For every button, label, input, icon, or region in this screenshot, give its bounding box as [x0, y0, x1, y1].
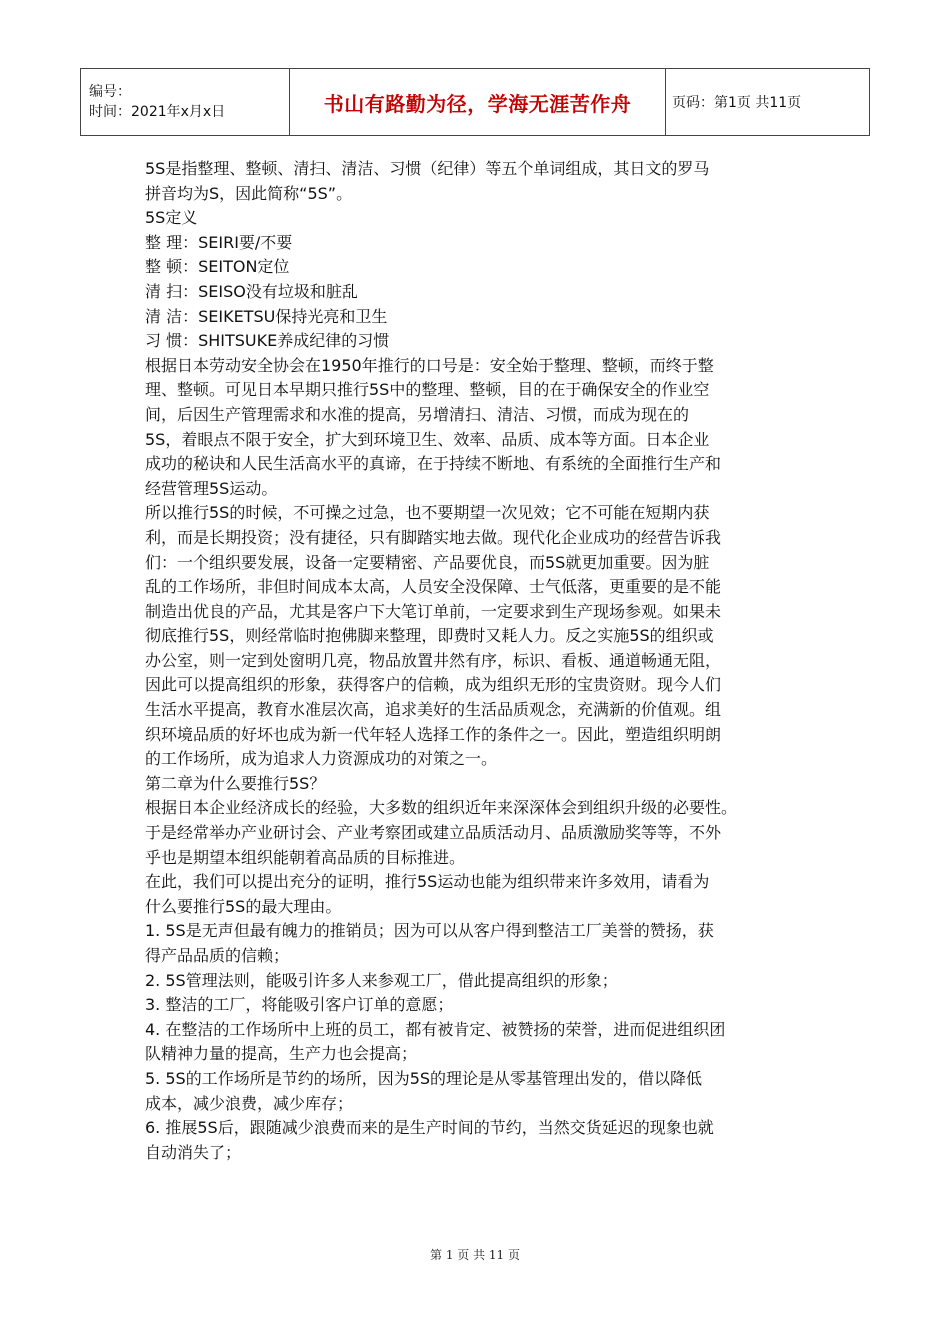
body-text-line: 整 顿：SEITON定位 — [145, 257, 290, 277]
body-text-line: 5S是指整理、整顿、清扫、清洁、习惯（纪律）等五个单词组成，其日文的罗马 — [145, 159, 710, 178]
body-text-line: 在此，我们可以提出充分的证明，推行5S运动也能为组织带来许多效用，请看为 — [145, 872, 710, 892]
body-text-line: 理、整顿。可见日本早期只推行5S中的整理、整顿，目的在于确保安全的作业空 — [145, 380, 710, 400]
header-meta-cell — [81, 69, 290, 136]
body-text-line: 得产品品质的信赖； — [145, 946, 290, 965]
body-text-line: 乎也是期望本组织能朝着高品质的目标推进。 — [145, 847, 466, 867]
body-text-line: 拼音均为S，因此简称“5S”。 — [145, 183, 353, 203]
body-text-line: 第二章为什么要推行5S？ — [145, 773, 326, 793]
body-text-line: 5S，着眼点不限于安全，扩大到环境卫生、效率、品质、成本等方面。日本企业 — [145, 429, 710, 449]
body-text-line: 利，而是长期投资；没有捷径，只有脚踏实地去做。现代化企业成功的经营告诉我 — [145, 527, 722, 547]
header-page-info: 页码：第1页 共11页 — [666, 69, 870, 136]
body-text-line: 5. 5S的工作场所是节约的场所，因为5S的理论是从零基管理出发的，借以降低 — [145, 1068, 703, 1088]
header-motto: 书山有路勤为径，学海无涯苦作舟 — [323, 91, 632, 116]
body-text-line: 2. 5S管理法则，能吸引许多人来参观工厂，借此提高组织的形象； — [145, 970, 618, 990]
body-text-line: 4. 在整洁的工作场所中上班的员工，都有被肯定、被赞扬的荣誉，进而促进组织团 — [145, 1019, 726, 1039]
body-text-line: 习 惯：SHITSUKE养成纪律的习惯 — [145, 331, 390, 351]
body-text-line: 生活水平提高，教育水准层次高，追求美好的生活品质观念，充满新的价值观。组 — [145, 700, 722, 720]
body-text-line: 队精神力量的提高，生产力也会提高； — [145, 1044, 418, 1064]
body-text-line: 的工作场所，成为追求人力资源成功的对策之一。 — [145, 749, 498, 769]
body-text-line: 办公室，则一定到处窗明几亮，物品放置井然有序，标识、看板、通道畅通无阻， — [145, 650, 722, 670]
body-text-line: 间，后因生产管理需求和水准的提高，另增清扫、清洁、习惯，而成为现在的 — [145, 404, 690, 424]
body-text-line: 经营管理5S运动。 — [145, 478, 278, 498]
body-text-line: 们：一个组织要发展，设备一定要精密、产品要优良，而5S就更加重要。因为脏 — [145, 552, 710, 572]
document-body — [145, 157, 815, 1165]
body-text-line: 彻底推行5S，则经常临时抱佛脚来整理，即费时又耗人力。反之实施5S的组织或 — [145, 626, 714, 646]
body-text-line: 制造出优良的产品，尤其是客户下大笔订单前，一定要求到生产现场参观。如果未 — [145, 601, 722, 621]
body-text-line: 1. 5S是无声但最有魄力的推销员；因为可以从客户得到整洁工厂美誉的赞扬，获 — [145, 921, 714, 941]
body-text-line: 成本，减少浪费，减少库存； — [145, 1093, 354, 1113]
body-text-line: 于是经常举办产业研讨会、产业考察团或建立品质活动月、品质激励奖等等，不外 — [145, 823, 722, 843]
body-text-line: 整 理：SEIRI要/不要 — [145, 232, 293, 252]
header-motto-cell — [290, 69, 666, 136]
body-text-line: 什么要推行5S的最大理由。 — [145, 896, 342, 916]
body-text-line: 6. 推展5S后，跟随减少浪费而来的是生产时间的节约，当然交货延迟的现象也就 — [145, 1118, 714, 1138]
body-text-line: 根据日本企业经济成长的经验，大多数的组织近年来深深体会到组织升级的必要性。 — [145, 798, 738, 818]
body-text-line: 织环境品质的好坏也成为新一代年轻人选择工作的条件之一。因此，塑造组织明朗 — [145, 724, 722, 744]
body-text-line: 清 洁：SEIKETSU保持光亮和卫生 — [145, 306, 388, 326]
document-time-label: 时间：2021年x月x日 — [89, 104, 226, 120]
document-number-label: 编号： — [89, 84, 131, 100]
body-text-line: 5S定义 — [145, 208, 198, 228]
page-footer: 第 1 页 共 11 页 — [430, 1248, 520, 1262]
body-text-line: 根据日本劳动安全协会在1950年推行的口号是：安全始于整理、整顿，而终于整 — [145, 355, 714, 375]
body-text-line: 所以推行5S的时候，不可操之过急，也不要期望一次见效；它不可能在短期内获 — [145, 503, 710, 523]
body-text-line: 乱的工作场所，非但时间成本太高，人员安全没保障、士气低落，更重要的是不能 — [145, 577, 722, 597]
body-text-line: 因此可以提高组织的形象，获得客户的信赖，成为组织无形的宝贵资财。现今人们 — [145, 675, 722, 695]
body-text-line: 3. 整洁的工厂，将能吸引客户订单的意愿； — [145, 995, 454, 1015]
document-header — [80, 68, 870, 136]
body-text-line: 自动消失了； — [145, 1142, 242, 1162]
body-text-line: 成功的秘诀和人民生活高水平的真谛，在于持续不断地、有系统的全面推行生产和 — [145, 454, 722, 474]
body-text-line: 清 扫：SEISO没有垃圾和脏乱 — [145, 281, 358, 301]
